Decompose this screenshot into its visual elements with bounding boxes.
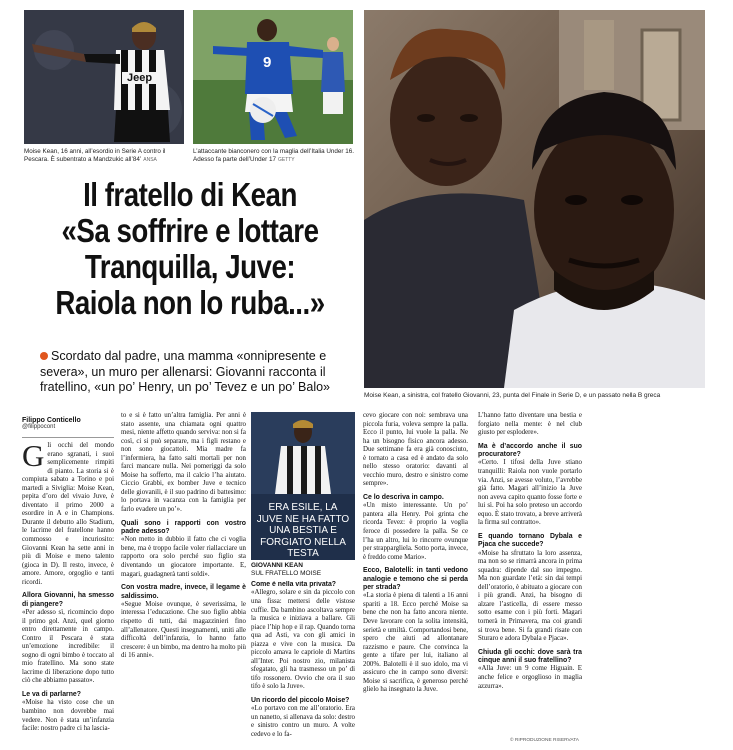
question: Ecco, Balotelli: in tanti vedono analogie e temono che si perda per strada? <box>363 567 468 591</box>
quote-attribution <box>251 562 355 578</box>
article-column-4 <box>363 412 468 745</box>
photo-credit: ANSA <box>143 157 157 163</box>
question: Come è nella vita privata? <box>251 581 337 588</box>
quote-text: ERA ESILE, LA JUVE NE HA FATTO UNA BESTIA E FORGIATO NELLA TESTA <box>251 499 355 560</box>
caption-text: Moise Kean, a sinistra, col fratello Giovanni, 23, punta del Finale in Serie D, e un passato nella B greca <box>364 392 661 399</box>
article-lead: li occhi del mondo erano sgranati, i suoi semplicemente rimpiti di pianto. La storia si è compiuta sabato a Torino e poi martedì a Siviglia: Moise Kean, pepita d’oro del vivaio Juve, è diventato il primo 2000 a esordire in A e in Champions. Durante il debutto allo Stadium, le lacrime del fratellone hanno commosso e incuriosito: Giovanni Kean ha sette anni in più di Moise e meno talento (gioca in D). Il resto, invece, è amore. Amore, orgoglio e tanti ricordi. <box>22 442 114 586</box>
author-name: Filippo Conticello <box>22 417 81 424</box>
caption-text: L’attaccante bianconero con la maglia dell’Italia Under 16. Adesso fa parte dell’Under 17 <box>193 148 355 163</box>
answer: «Per adesso sì, ricomincio dopo il primo gol. Anzi, quel giorno entro direttamente in campo. Contro il Pescara è stata un’emozione incredibile: il sogno di ogni bimbo è toccato al mio fratellino. Ma sono state lacrime di liberazione dopo tutto ciò che abbiamo passato». <box>22 609 114 685</box>
subheadline <box>40 349 362 396</box>
answer: «Moise ha sfruttato la loro assenza, ma non so se rimarrà ancora in prima squadra: dipende dal suo impegno. Ma non guardate l’età: sin dai tempi dell’oratorio, è abituato a giocare con i più grandi. Anzi, ha bisogno di alzare l’asticella, di essere messo sotto esame con i più forti. Magari tornerà in Primavera, ma coi grandi si trova bene. Si fa grandi risate con Sturaro e adora Dybala e Pjaca». <box>478 549 582 643</box>
answer-continued: cevo giocare con noi: sembrava una piccola furia, voleva sempre la palla. Ecco il punto, lui vuole la palla. Ne ha un bisogno fisico ancora adesso. Due settimane fa era già conosciuto, è tornato a casa ed è andato da solo nello stesso oratorio: davanti al vecchio muro, destro e sinistro come sempre». <box>363 412 468 488</box>
question: Ce lo descriva in campo. <box>363 493 444 501</box>
answer-continued: L’hanno fatto diventare una bestia e forgiato nella mente: è nel club giusto per esplodere». <box>478 412 582 437</box>
question: Ma è d’accordo anche il suo procuratore? <box>478 442 582 459</box>
headline-line-2: «Sa soffrire e lottare <box>61 212 319 249</box>
headline-line-4: Raiola non lo ruba...» <box>55 284 325 321</box>
headline-block <box>15 177 365 321</box>
photo-kean-italy <box>193 10 353 144</box>
copyright-note: © RIPRODUZIONE RISERVATA <box>510 738 580 743</box>
question: Chiuda gli occhi: dove sarà tra cinque anni il suo fratellino? <box>478 648 582 665</box>
author-handle: @filippocont <box>22 424 56 430</box>
player-figure-illustration <box>24 10 184 144</box>
photo-kean-debut <box>24 10 184 144</box>
quote-box <box>251 412 355 560</box>
quote-player-illustration <box>251 412 355 494</box>
answer: «Allegro, solare e sin da piccolo con una fissa: mettersi delle vistose cuffie. Da bambino ascoltava sempre la musica e iniziava a ballare. Gli piace l’hip hop e il rap. Quando torna qua ad Asti, va con gli amici in piazza e vive con la musica. Da piccolo amava le capriole di Martins all’Inter. Poi nostro zio, milanista sfegatato, gli ha trasmesso un po’ di tifo rossonero. Ovvio che ora il suo tifo è solo la Juve». <box>251 589 355 691</box>
quote-author: GIOVANNI KEAN <box>251 562 303 569</box>
question: E quando tornano Dybala e Pjaca che succede? <box>478 532 582 549</box>
question: Con vostra madre, invece, il legame è saldissimo. <box>121 584 246 600</box>
question: Quali sono i rapporti con vostro padre adesso? <box>121 519 246 535</box>
photo-caption-italy <box>193 148 355 164</box>
answer: «La storia è piena di talenti a 16 anni spariti a 18. Ecco perché Moise sa bene che non ha fatto ancora niente. Deve lavorare con la solita intensità, serietà e umiltà. Comportandosi bene, spero che aiuti ad allontanare razzismo e paure. Che convinca la gente a tifare per lui, italiano al 200%. Balotelli è il suo idolo, ma vi assicuro che in campo sono diversi: Moise si sacrifica, è generoso perché glielo ha insegnato la Juve. <box>363 592 468 694</box>
headline-line-3: Tranquilla, Juve: <box>84 248 296 285</box>
answer: «Un misto interessante. Un po’ pantera alla Henry. Poi grinta che ricorda Tevez: è proprio la voglia feroce di possedere la palla. Se ce l’ha un altro, lui lo rincorre ovunque per strappargliela. Sotto porta, invece, è freddo come Mario». <box>363 502 468 561</box>
article-column-1 <box>22 442 114 745</box>
answer: «Certo. I tifosi della Juve stiano tranquilli: Raiola non vuole portarlo via. Anzi, se avesse voluto, l’avrebbe già fatto. Magari all’inizio la Juve non aveva capito quanto fosse forte e lui sì. Poi ha solo preteso un accordo equo. È stato trovato, a breve arriverà la firma sul contratto». <box>478 459 582 527</box>
question: Le va di parlarne? <box>22 691 81 699</box>
caption-text: Moise Kean, 16 anni, all’esordio in Serie A contro il Pescara. È subentrato a Mandzukic all’84’ <box>24 148 166 163</box>
photo-caption-debut <box>24 148 187 164</box>
article-column-3 <box>251 581 355 745</box>
quote-author-role: SUL FRATELLO MOISE <box>251 570 322 577</box>
answer: «Lo portavo con me all’oratorio. Era un nanetto, si allenava da solo: destro e sinistro contro un muro. A volte cedevo e lo fa- <box>251 705 355 739</box>
bullet-icon <box>40 352 48 360</box>
article-column-2 <box>121 412 246 745</box>
italy-player-illustration <box>193 10 353 144</box>
drop-cap: G <box>22 442 45 473</box>
answer: «Segue Moise ovunque, è severissima, le interessa l’educazione. Che suo figlio abbia rispetto di tutti, dai magazzinieri fino all’allenatore. Questi insegnamenti, uniti alle difficoltà dell’infanzia, lo hanno fatto crescere: è un bimbo, ma dentro ha molto più di 16 anni». <box>121 600 246 660</box>
photo-kean-brothers <box>364 10 705 388</box>
answer: «Moise ha visto cose che un bambino non dovrebbe mai vedere. Non è stata un’infanzia facile: nostro padre ci ha lascia- <box>22 699 114 733</box>
answer: «Alla Juve: un 9 come Higuain. E anche felice e orgoglioso in maglia azzurra». <box>478 665 582 690</box>
brothers-selfie-illustration <box>364 10 705 388</box>
question: Allora Giovanni, ha smesso di piangere? <box>22 592 114 608</box>
answer: «Non metto in dubbio il fatto che ci voglia bene, ma è troppo facile voler riallacciare un rapporto ora solo perché suo figlio sta diventando un giocatore importante. E, magari, guadagnerà tanti soldi». <box>121 536 246 578</box>
headline-line-1: Il fratello di Kean <box>83 176 297 213</box>
answer-continued: to e si è fatto un’altra famiglia. Per anni è stato assente, una chiamata ogni quattro mesi, niente affetto quando serviva: non si fa così, ci si può separare, ma i figli restano e non sono giocattoli. Mia madre fa l’infermiera, ha fatto salti mortali per non farci mancare nulla. Nei pomeriggi da solo Moise ha sofferto, ma il calcio l’ha aiutato. Ciccio Grabbi, ex bomber Juve e tecnico delle giovanili, è il suo padrino di battesimo: lo portava in vacanza con la famiglia per farlo evadere un po’». <box>121 412 246 514</box>
byline-rule <box>22 437 114 438</box>
photo-caption-brothers <box>364 392 709 400</box>
jersey-number: 9 <box>263 54 272 71</box>
article-column-5 <box>478 412 582 738</box>
byline <box>22 417 122 430</box>
subheadline-text: Scordato dal padre, una mamma «onnipresente e severa», un muro per allenarsi: Giovanni racconta il fratellino, «un po’ Henry, un po’ Tevez e un po’ Balo» <box>40 349 331 394</box>
question: Un ricordo del piccolo Moise? <box>251 696 350 704</box>
jersey-sponsor-text: Jeep <box>127 72 153 84</box>
photo-credit: GETTY <box>277 157 295 163</box>
